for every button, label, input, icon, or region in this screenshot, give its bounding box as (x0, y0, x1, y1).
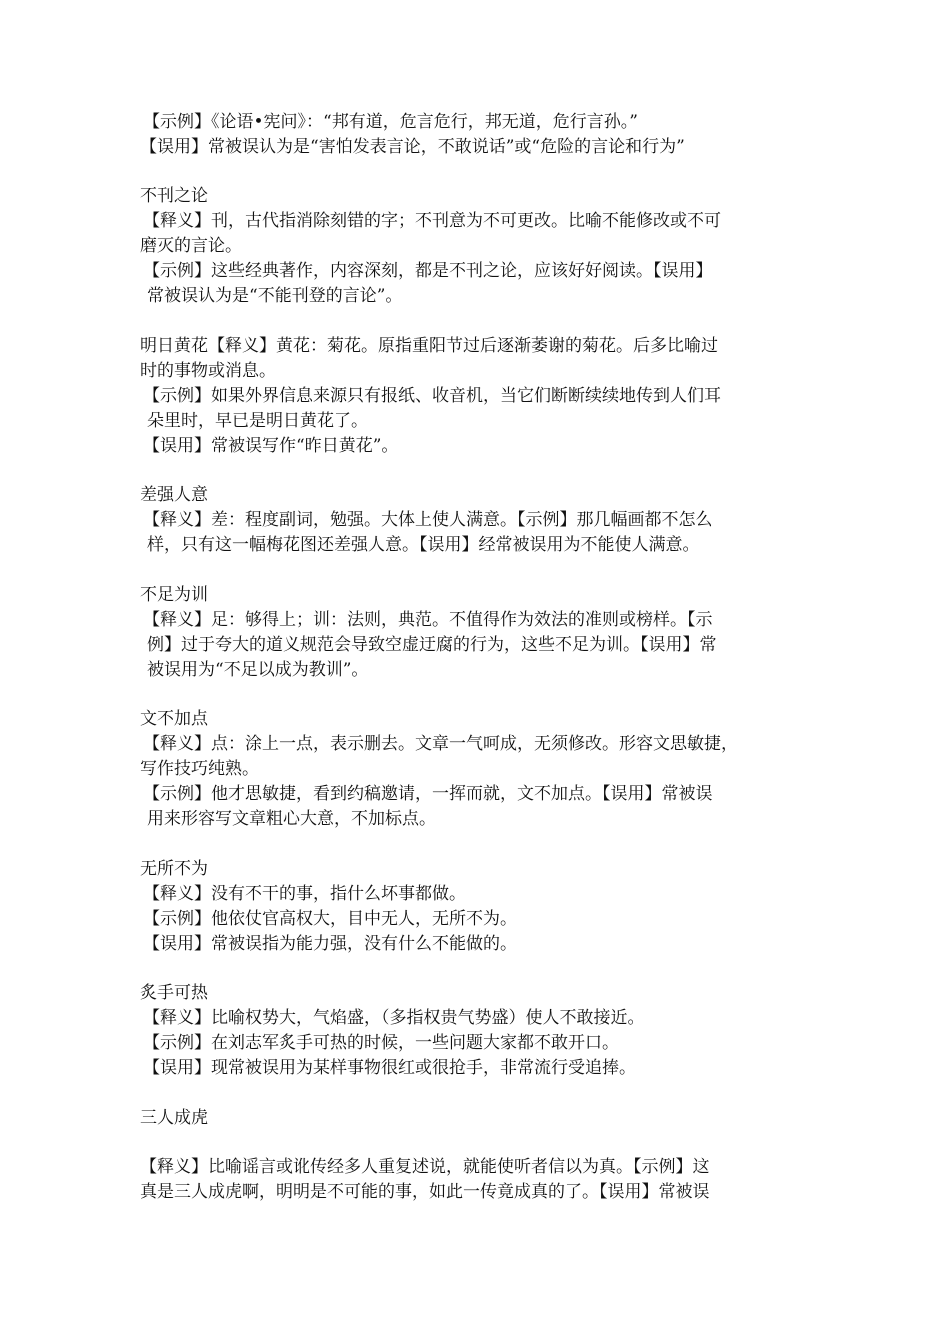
text-line: 被误用为“不足以成为教训”。 (147, 660, 369, 680)
idiom-heading: 无所不为 (140, 859, 208, 879)
idiom-heading: 文不加点 (140, 709, 208, 729)
text-line: 【示例】如果外界信息来源只有报纸、收音机，当它们断断续续地传到人们耳 (143, 386, 721, 406)
text-line: 【示例】在刘志军炙手可热的时候，一些问题大家都不敢开口。 (143, 1033, 619, 1053)
text-line: 磨灭的言论。 (140, 236, 242, 256)
text-line: 【误用】常被误认为是“害怕发表言论，不敢说话”或“危险的言论和行为” (140, 137, 685, 157)
text-line: 常被误认为是“不能刊登的言论”。 (147, 286, 403, 306)
text-line: 【示例】《论语•宪问》：“邦有道，危言危行，邦无道，危行言孙。” (143, 112, 638, 132)
idiom-heading: 明日黄花【释义】黄花：菊花。原指重阳节过后逐渐萎谢的菊花。后多比喻过 (140, 336, 718, 356)
idiom-heading: 差强人意 (140, 485, 208, 505)
idiom-heading: 不足为训 (140, 585, 208, 605)
text-line: 【释义】差：程度副词，勉强。大体上使人满意。【示例】那几幅画都不怎么 (143, 510, 713, 530)
text-line: 样，只有这一幅梅花图还差强人意。【误用】经常被误用为不能使人满意。 (147, 535, 700, 555)
text-line: 【示例】他依仗官高权大，目中无人，无所不为。 (143, 909, 517, 929)
text-line: 【释义】没有不干的事，指什么坏事都做。 (143, 884, 466, 904)
text-line: 【示例】他才思敏捷，看到约稿邀请，一挥而就，文不加点。【误用】常被误 (143, 784, 713, 804)
text-line: 真是三人成虎啊，明明是不可能的事，如此一传竟成真的了。【误用】常被误 (140, 1182, 710, 1202)
text-line: 【释义】刊，古代指消除刻错的字；不刊意为不可更改。比喻不能修改或不可 (143, 211, 721, 231)
text-line: 时的事物或消息。 (140, 361, 276, 381)
text-line: 【释义】比喻权势大，气焰盛，（多指权贵气势盛）使人不敢接近。 (143, 1008, 645, 1028)
text-line: 写作技巧纯熟。 (140, 759, 259, 779)
idiom-heading: 炙手可热 (140, 983, 208, 1003)
idiom-heading: 三人成虎 (140, 1108, 208, 1128)
idiom-heading: 不刊之论 (140, 186, 208, 206)
text-line: 【示例】这些经典著作，内容深刻，都是不刊之论，应该好好阅读。【误用】 (143, 261, 713, 281)
text-line: 用来形容写文章粗心大意，不加标点。 (147, 809, 436, 829)
text-line: 【误用】现常被误用为某样事物很红或很抢手，非常流行受追捧。 (143, 1058, 636, 1078)
text-line: 【误用】常被误指为能力强，没有什么不能做的。 (143, 934, 517, 954)
text-line: 【释义】点：涂上一点，表示删去。文章一气呵成，无须修改。形容文思敏捷， (143, 734, 738, 754)
text-line: 【误用】常被误写作“昨日黄花”。 (143, 436, 399, 456)
text-line: 【释义】比喻谣言或讹传经多人重复述说，就能使听者信以为真。【示例】这 (140, 1157, 710, 1177)
text-line: 朵里时，早已是明日黄花了。 (147, 411, 368, 431)
text-line: 【释义】足：够得上；训：法则，典范。不值得作为效法的准则或榜样。【示 (143, 610, 713, 630)
text-line: 例】过于夸大的道义规范会导致空虚迂腐的行为，这些不足为训。【误用】常 (147, 635, 717, 655)
